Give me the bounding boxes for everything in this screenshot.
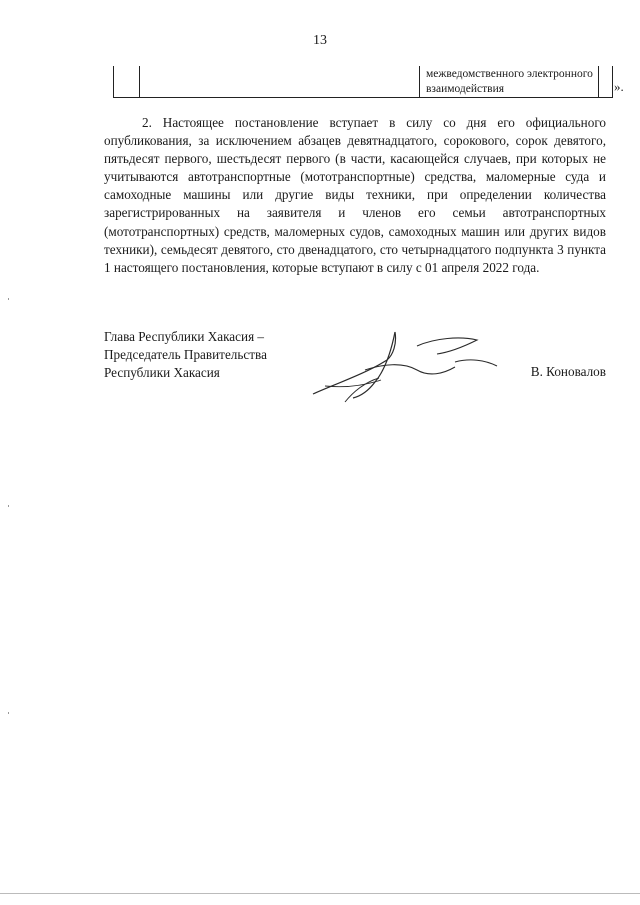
bottom-rule (0, 893, 640, 894)
table-cell-text: межведомственного электронного взаимодействия (426, 68, 593, 95)
table-fragment (113, 66, 613, 98)
position-line-2: Председатель Правительства (104, 347, 267, 362)
table-column-divider (139, 66, 140, 97)
table-column-divider (419, 66, 420, 97)
scan-margin-mark (8, 298, 9, 300)
scan-margin-mark (8, 505, 9, 507)
position-line-1: Глава Республики Хакасия – (104, 329, 265, 344)
scan-margin-mark (8, 712, 9, 714)
page-number: 13 (313, 33, 327, 48)
signature-position (104, 328, 267, 382)
signer-name: В. Коновалов (530, 364, 606, 379)
handwritten-signature (305, 322, 505, 407)
paragraph-2: 2. Настоящее постановление вступает в силу со дня его официального опубликования, за исключением абзацев девятнадцатого, сорокового, сорок девятого, пятьдесят первого, шестьдесят первого (в части, касающейся случаев, при которых не учитываются автотранспортные (мототранспортные) средства, маломерные суда и самоходные машины или другие виды техники, при определении количества зарегистрированных на заявителя и членов его семьи автотранспортных (мототранспортных) средств, маломерных судов, самоходных машин или других видов техники), семьдесят девятого, сто двенадцатого, сто четырнадцатого подпункта 3 пункта 1 настоящего постановления, которые вступают в силу с 01 апреля 2022 года. (104, 115, 606, 275)
position-line-3: Республики Хакасия (104, 365, 220, 380)
closing-quote: ». (614, 79, 624, 94)
